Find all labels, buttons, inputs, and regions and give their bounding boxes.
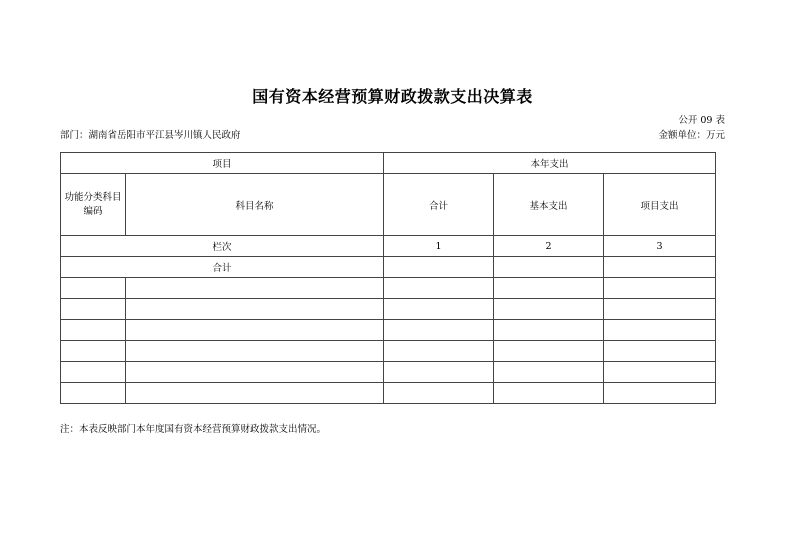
col-header-basic: 基本支出 — [494, 174, 604, 236]
table-cell — [126, 320, 384, 341]
table-cell — [494, 299, 604, 320]
table-cell — [384, 299, 494, 320]
table-cell — [494, 320, 604, 341]
table-cell — [61, 362, 126, 383]
index-row — [61, 236, 716, 257]
table-cell — [61, 383, 126, 404]
total-cell — [384, 257, 494, 278]
footnote: 注：本表反映部门本年度国有资本经营预算财政拨款支出情况。 — [60, 424, 327, 435]
table-cell — [126, 278, 384, 299]
table-cell — [126, 362, 384, 383]
table-row — [61, 341, 716, 362]
table-cell — [604, 278, 716, 299]
table-cell — [61, 278, 126, 299]
table-cell — [604, 341, 716, 362]
table-cell — [126, 341, 384, 362]
index-total: 1 — [384, 236, 494, 257]
table-cell — [126, 299, 384, 320]
table-row — [61, 278, 716, 299]
col-header-total: 合计 — [384, 174, 494, 236]
table-cell — [126, 383, 384, 404]
table-cell — [494, 362, 604, 383]
total-row — [61, 257, 716, 278]
form-number: 公开 09 表 — [678, 115, 725, 126]
table-cell — [494, 278, 604, 299]
table-cell — [604, 362, 716, 383]
table-cell — [494, 383, 604, 404]
amount-unit-label: 金额单位：万元 — [658, 130, 725, 141]
table-cell — [61, 341, 126, 362]
table-cell — [604, 299, 716, 320]
col-header-code: 功能分类科目编码 — [61, 174, 126, 236]
col-header-name: 科目名称 — [126, 174, 384, 236]
department-label: 部门：湖南省岳阳市平江县岑川镇人民政府 — [60, 130, 241, 141]
table-cell — [384, 278, 494, 299]
header-row-top — [61, 153, 716, 174]
table-cell — [61, 299, 126, 320]
table-cell — [384, 362, 494, 383]
table-row — [61, 299, 716, 320]
table-cell — [494, 341, 604, 362]
expenditure-table — [60, 152, 716, 404]
table-cell — [384, 383, 494, 404]
col-header-project: 项目支出 — [604, 174, 716, 236]
index-row-label: 栏次 — [61, 236, 384, 257]
page-title: 国有资本经营预算财政拨款支出决算表 — [252, 87, 533, 106]
table-cell — [604, 383, 716, 404]
header-item: 项目 — [61, 153, 384, 174]
table-cell — [384, 341, 494, 362]
total-row-label: 合计 — [61, 257, 384, 278]
table-row — [61, 320, 716, 341]
header-row-columns — [61, 174, 716, 236]
index-basic: 2 — [494, 236, 604, 257]
index-project: 3 — [604, 236, 716, 257]
header-current-year: 本年支出 — [384, 153, 716, 174]
table-cell — [384, 320, 494, 341]
table-cell — [604, 320, 716, 341]
table-row — [61, 383, 716, 404]
total-cell — [494, 257, 604, 278]
table-row — [61, 362, 716, 383]
table-cell — [61, 320, 126, 341]
total-cell — [604, 257, 716, 278]
